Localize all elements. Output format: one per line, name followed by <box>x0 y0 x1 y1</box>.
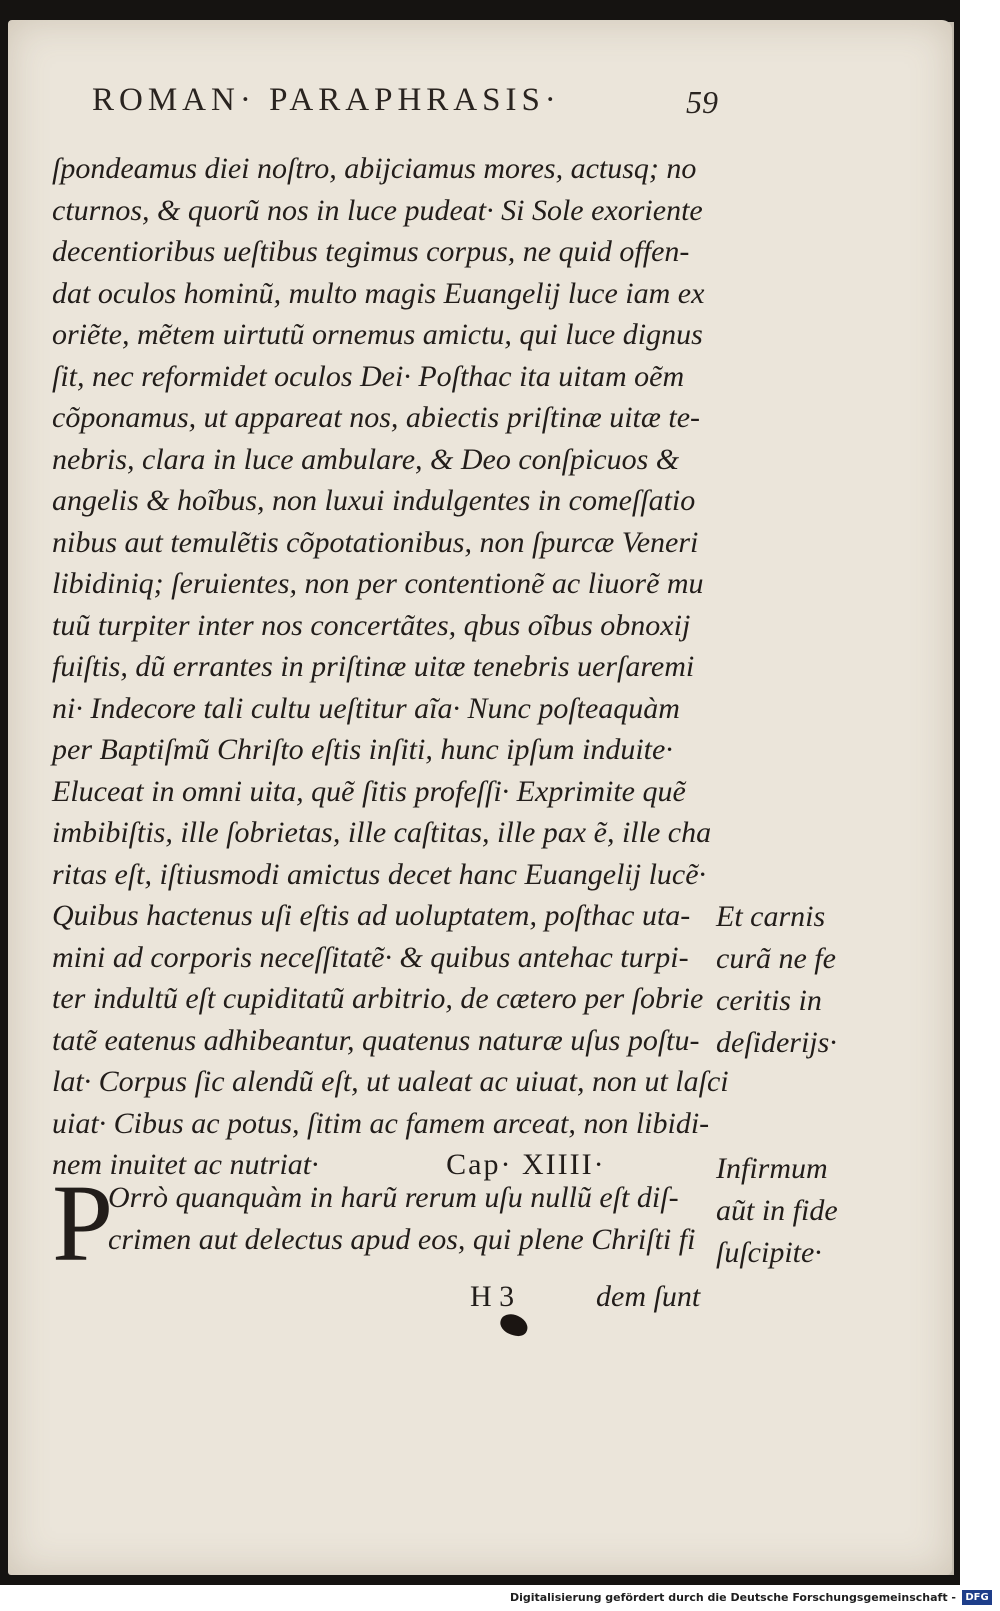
text-line: ritas eſt, iſtiusmodi amictus decet hanc Euangelij lucẽ· <box>52 857 707 891</box>
text-line: tuũ turpiter inter nos concertãtes, qbus oĩbus obnoxij <box>52 608 691 642</box>
margin-note-line: ſuſcipite· <box>716 1236 822 1269</box>
folio-number: 59 <box>686 84 718 120</box>
text-line: Quibus hactenus uſi eſtis ad uoluptatem, poſthac uta- <box>52 899 691 932</box>
margin-note <box>716 1148 946 1274</box>
catchword: dem ſunt <box>596 1280 701 1313</box>
text-line: crimen aut delectus apud eos, qui plene Chriſti fi <box>108 1222 696 1256</box>
footer-credit: Digitalisierung gefördert durch die Deutsche Forschungsgemeinschaft - <box>509 1591 956 1604</box>
running-head: ROMAN· PARAPHRASIS· <box>92 82 561 118</box>
footer-bar <box>0 1587 1000 1611</box>
text-line: ni· Indecore tali cultu ueſtitur aĩa· Nunc poſteaquàm <box>52 691 680 725</box>
margin-note-line: deſiderijs· <box>716 1026 837 1059</box>
text-line: dat oculos hominũ, multo magis Euangelij luce iam ex <box>52 276 705 310</box>
margin-note-line: Et carnis <box>716 900 826 933</box>
text-line: imbibiſtis, ille ſobrietas, ille caſtitas, ille pax ẽ, ille cha <box>52 816 712 849</box>
signature-mark: H 3 <box>470 1280 515 1313</box>
margin-note <box>716 896 946 1064</box>
text-line: decentioribus ueſtibus tegimus corpus, ne quid offen- <box>52 235 690 268</box>
text-line: ſit, nec reformidet oculos Dei· Poſthac ita uitam oẽm <box>52 359 685 393</box>
chapter-lines <box>108 1177 695 1260</box>
chapter-heading: Cap· XIIII· <box>446 1148 606 1181</box>
drop-cap: P <box>52 1162 114 1284</box>
text-line: tatẽ eatenus adhibeantur, quatenus naturæ uſus poſtu- <box>52 1023 700 1057</box>
text-line: cturnos, & quorũ nos in luce pudeat· Si Sole exoriente <box>52 193 703 227</box>
text-line: cõponamus, ut appareat nos, abiectis priſtinæ uitæ te- <box>52 401 701 434</box>
margin-note-line: Infirmum <box>716 1152 828 1185</box>
body-text <box>52 148 732 1186</box>
text-line: Eluceat in omni uita, quẽ ſitis profeſſi· Exprimite quẽ <box>52 774 686 808</box>
text-line: mini ad corporis neceſſitatẽ· & quibus antehac turpi- <box>52 940 689 974</box>
text-line: nibus aut temulẽtis cõpotationibus, non ſpurcæ Veneri <box>52 525 699 559</box>
margin-note-line: curã ne fe <box>716 942 836 975</box>
text-line: fuiſtis, dũ errantes in priſtinæ uitæ tenebris uerſaremi <box>52 650 695 683</box>
text-line: per Baptiſmũ Chriſto eſtis inſiti, hunc ipſum induite· <box>52 733 673 766</box>
text-line: oriẽte, mẽtem uirtutũ ornemus amictu, qui luce dignus <box>52 318 703 351</box>
text-line: lat· Corpus ſic alendũ eſt, ut ualeat ac uiuat, non ut laſci <box>52 1065 729 1098</box>
text-line: angelis & hoĩbus, non luxui indulgentes in comeſſatio <box>52 484 696 517</box>
margin-note-line: aũt in fide <box>716 1194 838 1227</box>
text-line: libidiniq; ſeruientes, non per contentionẽ ac liuorẽ mu <box>52 567 704 600</box>
text-line: nebris, clara in luce ambulare, & Deo conſpicuos & <box>52 442 680 476</box>
text-line: ſpondeamus diei noſtro, abijciamus mores, actusq; no <box>52 152 697 185</box>
margin-note-line: ceritis in <box>716 984 822 1017</box>
text-line: uiat· Cibus ac potus, ſitim ac famem arceat, non libidi- <box>52 1106 710 1140</box>
text-line-end: nem inuitet ac nutriat· <box>52 1148 319 1181</box>
dfg-logo-icon: DFG <box>962 1590 992 1605</box>
text-line: ter indultũ eſt cupiditatũ arbitrio, de cætero per ſobrie <box>52 982 704 1015</box>
text-line: Orrò quanquàm in harũ rerum uſu nullũ eſt diſ- <box>108 1181 679 1214</box>
